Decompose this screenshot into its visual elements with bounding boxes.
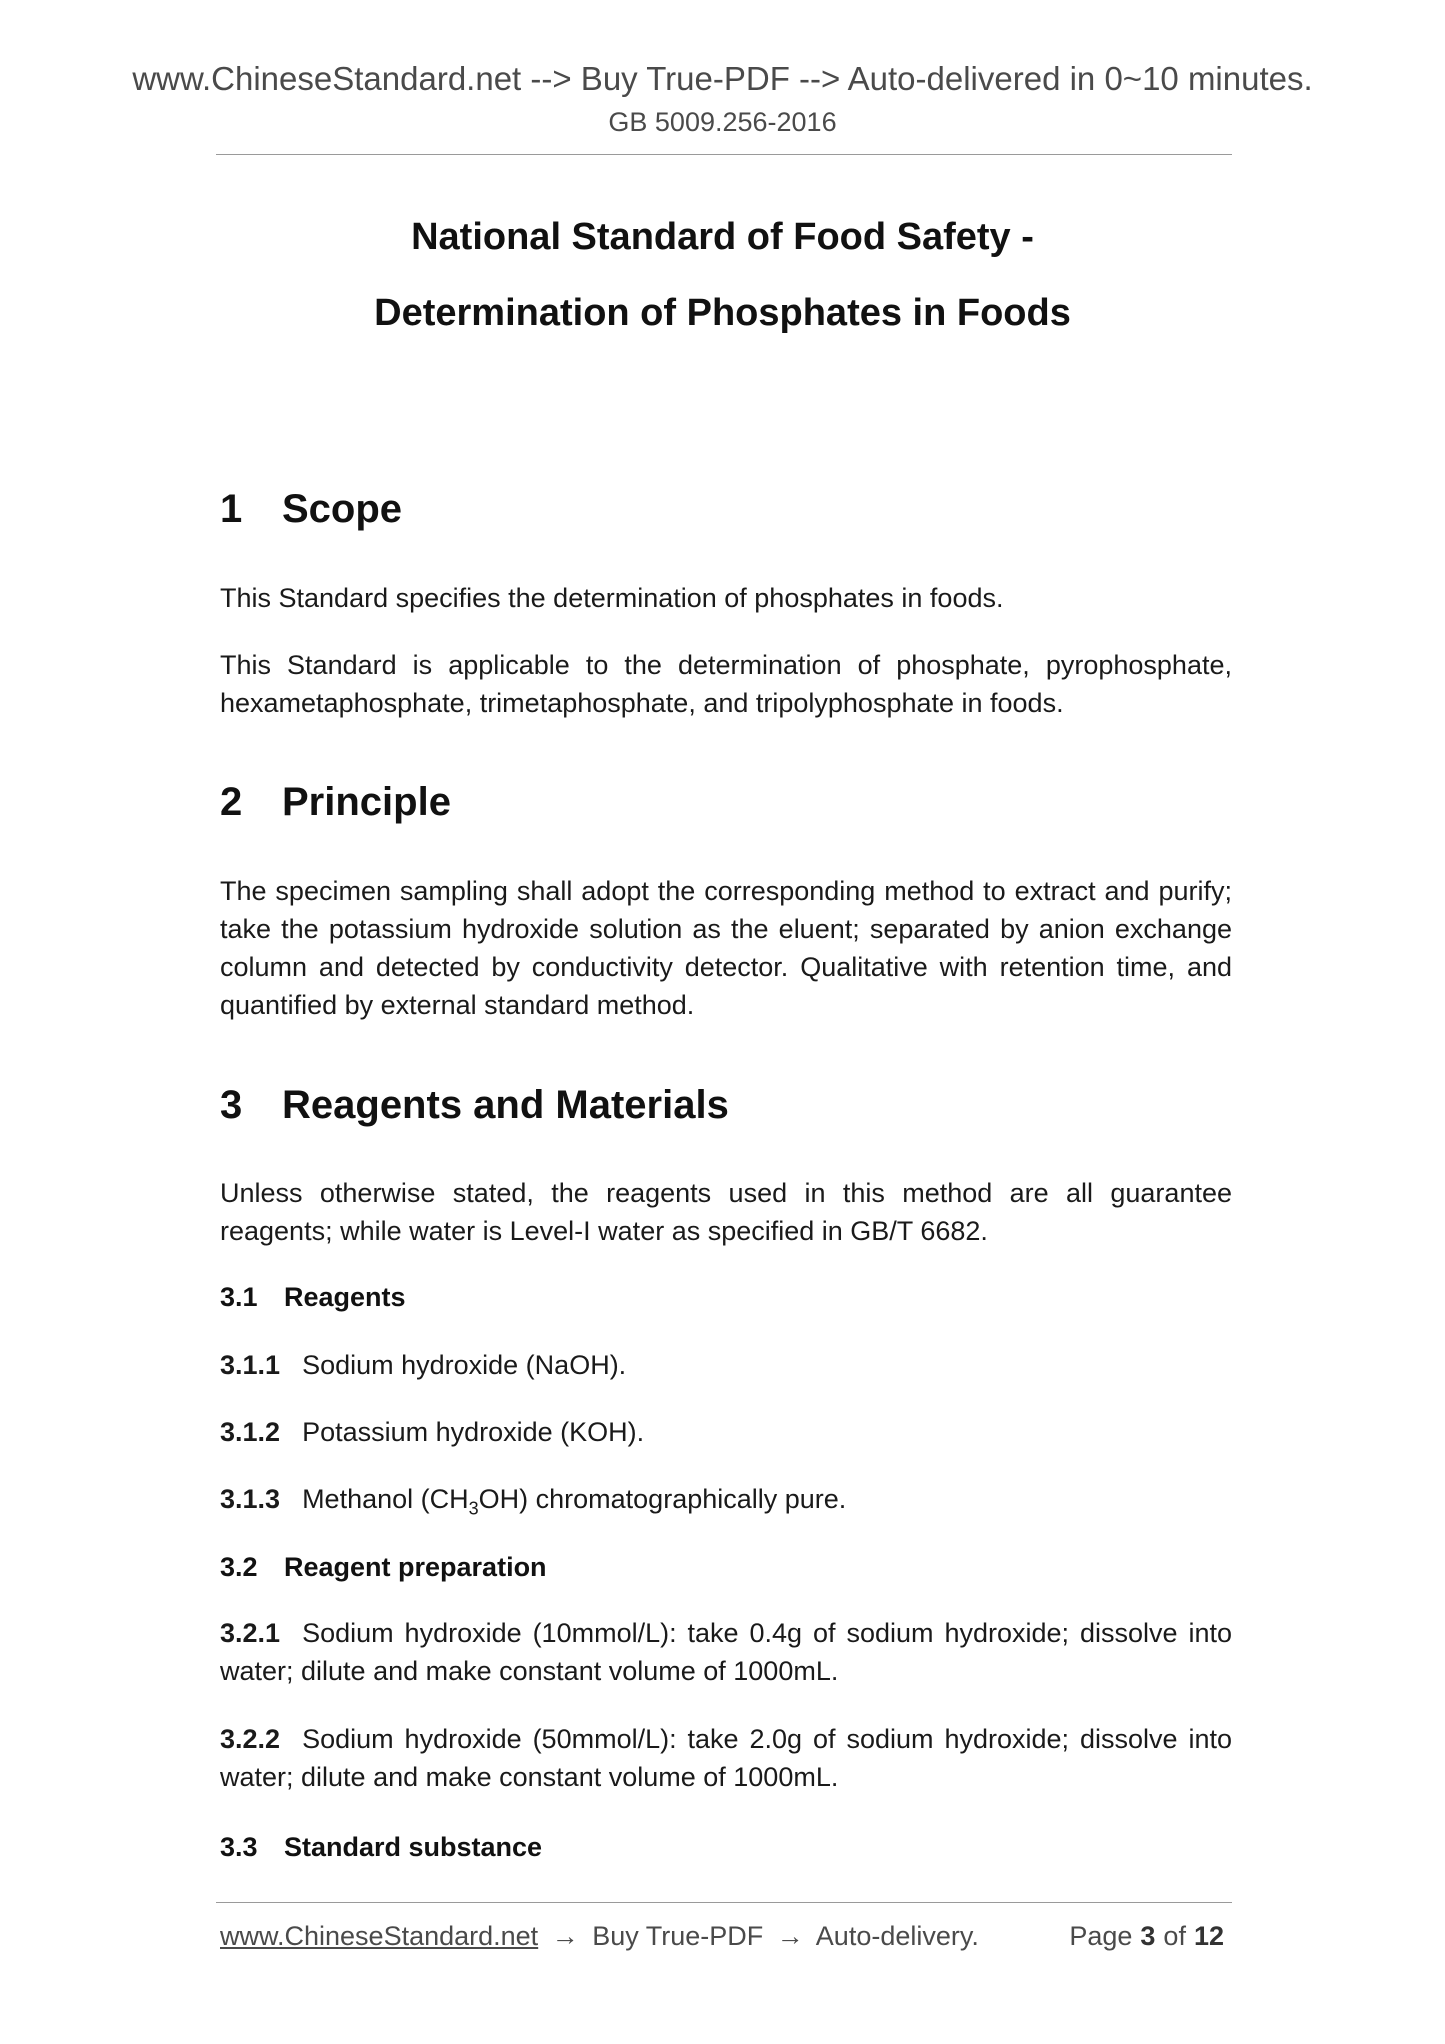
subsection-number: 3.2	[220, 1552, 258, 1582]
item-number: 3.2.1	[220, 1618, 281, 1648]
standard-code: GB 5009.256-2016	[608, 107, 837, 137]
page-indicator	[1069, 1921, 1232, 1952]
subsection-title: Reagents	[284, 1282, 406, 1312]
item-3-2-1	[220, 1614, 1232, 1690]
item-text: Potassium hydroxide (KOH).	[302, 1417, 645, 1447]
document-title-line-2: Determination of Phosphates in Foods	[374, 292, 1071, 334]
subsection-title: Standard substance	[284, 1832, 543, 1862]
item-number: 3.1.3	[220, 1484, 281, 1514]
arrow-right-icon: →	[776, 1921, 804, 1951]
subsection-number: 3.1	[220, 1282, 258, 1312]
item-text: Sodium hydroxide (50mmol/L): take 2.0g of sodium hydroxide; dissolve into water; dilute and make constant volume of 1000mL.	[220, 1724, 1232, 1792]
header-banner: www.ChineseStandard.net --> Buy True-PDF --> Auto-delivered in 0~10 minutes.	[132, 60, 1313, 97]
subsection-3-1-heading	[220, 1282, 406, 1313]
item-number: 3.1.2	[220, 1417, 281, 1447]
item-number: 3.1.1	[220, 1350, 281, 1380]
item-3-1-3	[220, 1480, 1232, 1527]
total-pages-number: 12	[1193, 1921, 1224, 1951]
item-text: Sodium hydroxide (10mmol/L): take 0.4g of sodium hydroxide; dissolve into water; dilute and make constant volume of 1000mL.	[220, 1618, 1232, 1686]
section-number: 1	[220, 487, 243, 531]
section-title: Scope	[282, 487, 403, 531]
scope-paragraph-1: This Standard specifies the determination of phosphates in foods.	[220, 583, 1004, 613]
section-2-heading	[220, 780, 451, 825]
subsection-3-2-heading	[220, 1552, 547, 1583]
footer-delivery-text: Auto-delivery.	[815, 1921, 979, 1951]
footer-buy-text: Buy True-PDF	[592, 1921, 764, 1951]
arrow-right-icon: →	[551, 1921, 579, 1951]
subsection-number: 3.3	[220, 1832, 258, 1862]
section-title: Principle	[282, 780, 451, 824]
section-1-heading	[220, 487, 402, 532]
subsection-3-3-heading	[220, 1832, 542, 1863]
section-number: 2	[220, 780, 243, 824]
section-number: 3	[220, 1083, 243, 1127]
document-title-line-1: National Standard of Food Safety -	[411, 216, 1034, 258]
item-text: Sodium hydroxide (NaOH).	[302, 1350, 627, 1380]
section-title: Reagents and Materials	[282, 1083, 729, 1127]
item-text-pre: Methanol (CH	[302, 1484, 469, 1514]
item-number: 3.2.2	[220, 1724, 281, 1754]
page-label: Page	[1069, 1921, 1133, 1951]
header-divider	[216, 154, 1232, 155]
principle-paragraph: The specimen sampling shall adopt the corresponding method to extract and purify; take the potassium hydroxide solution as the eluent; separated by anion exchange column and detected by conductivity detector. Qualitative with retention time, and quantified by external standard method.	[220, 876, 1232, 1020]
item-3-1-1	[220, 1346, 1232, 1384]
current-page-number: 3	[1140, 1921, 1156, 1951]
item-3-1-2	[220, 1413, 1232, 1451]
footer-divider	[216, 1902, 1232, 1903]
scope-paragraph-2: This Standard is applicable to the determination of phosphate, pyrophosphate, hexametaphosphate, trimetaphosphate, and tripolyphosphate in foods.	[220, 650, 1232, 718]
footer	[220, 1921, 1232, 1952]
item-3-2-2	[220, 1720, 1232, 1796]
reagents-intro-paragraph: Unless otherwise stated, the reagents used in this method are all guarantee reagents; while water is Level-I water as specified in GB/T 6682.	[220, 1178, 1232, 1246]
footer-site-link[interactable]: www.ChineseStandard.net	[220, 1921, 539, 1951]
section-3-heading	[220, 1083, 729, 1128]
of-label: of	[1163, 1921, 1186, 1951]
item-text-subscript: 3	[468, 1498, 479, 1519]
subsection-title: Reagent preparation	[284, 1552, 547, 1582]
item-text-post: OH) chromatographically pure.	[478, 1484, 847, 1514]
